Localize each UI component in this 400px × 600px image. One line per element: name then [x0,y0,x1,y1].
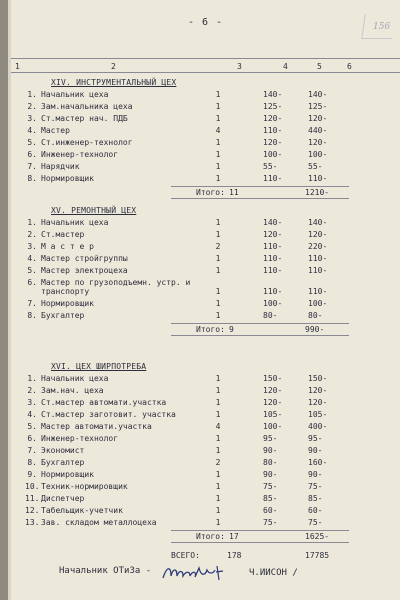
grand-total-sum: 17785 [305,551,330,560]
staff-count: 1 [215,470,221,479]
position-name-continued: транспорту [41,287,90,296]
salary-total: 55- [308,162,323,171]
salary-total: 75- [308,518,323,527]
section-title: XVI. ЦЕХ ШИРПОТРЕБА [51,362,147,371]
staff-count: 1 [215,386,221,395]
position-name: Ст.инженер-технолог [41,138,133,147]
position-name: Мастер автомати.участка [41,422,152,431]
staff-count: 1 [215,518,221,527]
position-name: Начальник цеха [41,218,109,227]
salary-total: 120- [308,230,328,239]
position-name: Бухгалтер [41,458,85,467]
salary-total: 110- [308,174,328,183]
row-number: 4. [27,254,37,263]
staff-count: 1 [215,287,221,296]
table-row [11,386,400,396]
position-name: Инженер-технолог [41,434,119,443]
monthly-salary: 100- [263,150,283,159]
salary-total: 125- [308,102,328,111]
row-number: 8. [27,458,37,467]
salary-total: 100- [308,150,328,159]
monthly-salary: 120- [263,398,283,407]
monthly-salary: 100- [263,422,283,431]
total-count: 17 [229,532,239,541]
row-number: 5. [27,422,37,431]
salary-total: 85- [308,494,323,503]
table-row [11,278,400,296]
table-row [11,126,400,136]
row-number: 6. [27,278,37,287]
staff-count: 1 [215,254,221,263]
salary-total: 90- [308,470,323,479]
position-name: Инженер-технолог [41,150,119,159]
staff-count: 2 [215,242,221,251]
total-rule [171,186,349,187]
row-number: 7. [27,299,37,308]
total-label: Итого: [196,325,225,334]
row-number: 13. [25,518,40,527]
position-name: Начальник цеха [41,90,109,99]
table-row [11,311,400,321]
row-number: 4. [27,410,37,419]
monthly-salary: 150- [263,374,283,383]
staff-count: 1 [215,494,221,503]
handwritten-signature [159,562,229,584]
total-rule-bottom [171,335,349,336]
staff-count: 1 [215,434,221,443]
row-number: 8. [27,311,37,320]
monthly-salary: 110- [263,126,283,135]
monthly-salary: 120- [263,386,283,395]
row-number: 2. [27,386,37,395]
staff-count: 1 [215,311,221,320]
monthly-salary: 100- [263,299,283,308]
table-row [11,482,400,492]
row-number: 12. [25,506,40,515]
monthly-salary: 120- [263,138,283,147]
table-row [11,230,400,240]
total-sum: 990- [305,325,325,334]
staff-count: 1 [215,410,221,419]
column-header-1: 1 [15,62,20,71]
position-name: Зам.начальника цеха [41,102,133,111]
position-name: Ст.мастер заготовит. участка [41,410,176,419]
staff-count: 1 [215,138,221,147]
position-name: Нарядчик [41,162,80,171]
column-header-3: 3 [237,62,242,71]
salary-total: 120- [308,386,328,395]
table-row [11,458,400,468]
monthly-salary: 60- [263,506,278,515]
salary-total: 75- [308,482,323,491]
staff-count: 4 [215,126,221,135]
section-title: XIV. ИНСТРУМЕНТАЛЬНЫЙ ЦЕХ [51,78,177,87]
table-row [11,434,400,444]
position-name: Ст.мастер нач. ПДБ [41,114,128,123]
staff-count: 1 [215,102,221,111]
table-row [11,446,400,456]
total-rule [171,323,349,324]
staff-count: 1 [215,446,221,455]
position-name: Нормировщик [41,174,94,183]
salary-total: 140- [308,218,328,227]
page-number: - 6 - [187,17,224,28]
monthly-salary: 80- [263,311,278,320]
staff-count: 1 [215,482,221,491]
total-label: Итого: [196,532,225,541]
table-row [11,299,400,309]
position-name: Мастер электроцеха [41,266,128,275]
row-number: 3. [27,114,37,123]
signatory-name: Ч.ИИСОН / [249,568,298,578]
archive-stamp: 156 [373,22,391,32]
table-row [11,266,400,276]
total-count: 9 [229,325,234,334]
row-number: 1. [27,218,37,227]
salary-total: 140- [308,90,328,99]
salary-total: 90- [308,446,323,455]
table-row [11,174,400,184]
row-number: 4. [27,126,37,135]
staff-count: 1 [215,506,221,515]
staff-count: 1 [215,299,221,308]
staff-count: 2 [215,458,221,467]
position-name: Табельщик-учетчик [41,506,123,515]
position-name: Экономист [41,446,85,455]
grand-total-count: 178 [227,551,242,560]
table-row [11,218,400,228]
row-number: 2. [27,230,37,239]
table-row [11,494,400,504]
row-number: 7. [27,162,37,171]
salary-total: 120- [308,138,328,147]
table-row [11,518,400,528]
monthly-salary: 140- [263,218,283,227]
table-row [11,114,400,124]
salary-total: 110- [308,254,328,263]
salary-total: 100- [308,299,328,308]
position-name: Диспетчер [41,494,85,503]
salary-total: 95- [308,434,323,443]
monthly-salary: 110- [263,287,283,296]
row-number: 10. [25,482,40,491]
table-row [11,422,400,432]
staff-count: 1 [215,218,221,227]
table-row [11,506,400,516]
salary-total: 80- [308,311,323,320]
monthly-salary: 110- [263,242,283,251]
total-rule-bottom [171,198,349,199]
document-page [11,0,400,600]
position-name: Зав. складом металлоцеха [41,518,157,527]
staff-count: 1 [215,174,221,183]
row-number: 6. [27,150,37,159]
header-rule-bottom [11,72,400,73]
monthly-salary: 55- [263,162,278,171]
position-name: Зам.нач. цеха [41,386,104,395]
total-count: 11 [229,188,239,197]
monthly-salary: 110- [263,174,283,183]
total-sum: 1210- [305,188,330,197]
table-row [11,90,400,100]
staff-count: 1 [215,114,221,123]
salary-total: 220- [308,242,328,251]
monthly-salary: 90- [263,470,278,479]
row-number: 1. [27,90,37,99]
table-row [11,162,400,172]
salary-total: 160- [308,458,328,467]
row-number: 3. [27,242,37,251]
signature-title: Начальник ОТиЗа - [59,566,152,576]
staff-count: 1 [215,90,221,99]
staff-count: 1 [215,162,221,171]
monthly-salary: 80- [263,458,278,467]
section-title: XV. РЕМОНТНЫЙ ЦЕХ [51,206,137,215]
row-number: 7. [27,446,37,455]
table-row [11,254,400,264]
monthly-salary: 105- [263,410,283,419]
row-number: 6. [27,434,37,443]
row-number: 2. [27,102,37,111]
salary-total: 110- [308,287,328,296]
monthly-salary: 75- [263,482,278,491]
column-header-2: 2 [111,62,116,71]
salary-total: 120- [308,114,328,123]
salary-total: 110- [308,266,328,275]
monthly-salary: 85- [263,494,278,503]
position-name: Техник-нормировщик [41,482,128,491]
row-number: 11. [25,494,40,503]
table-row [11,150,400,160]
monthly-salary: 140- [263,90,283,99]
position-name: Ст.мастер автомати.участка [41,398,167,407]
row-number: 5. [27,266,37,275]
salary-total: 440- [308,126,328,135]
salary-total: 120- [308,398,328,407]
table-row [11,410,400,420]
monthly-salary: 110- [263,254,283,263]
column-header-6: 6 [347,62,352,71]
monthly-salary: 95- [263,434,278,443]
monthly-salary: 120- [263,114,283,123]
table-row [11,470,400,480]
row-number: 8. [27,174,37,183]
salary-total: 105- [308,410,328,419]
staff-count: 1 [215,398,221,407]
header-rule-top [11,58,400,59]
position-name: Мастер [41,126,70,135]
monthly-salary: 110- [263,266,283,275]
position-name: Мастер по грузоподъемн. устр. и [41,278,191,287]
salary-total: 400- [308,422,328,431]
total-rule-bottom [171,542,349,543]
salary-total: 150- [308,374,328,383]
staff-count: 1 [215,150,221,159]
staff-count: 4 [215,422,221,431]
column-header-5: 5 [317,62,322,71]
total-sum: 1625- [305,532,330,541]
table-row [11,138,400,148]
monthly-salary: 75- [263,518,278,527]
total-label: Итого: [196,188,225,197]
position-name: Ст.мастер [41,230,85,239]
row-number: 3. [27,398,37,407]
monthly-salary: 90- [263,446,278,455]
position-name: Бухгалтер [41,311,85,320]
position-name: Нормировщик [41,470,94,479]
position-name: М а с т е р [41,242,94,251]
position-name: Начальник цеха [41,374,109,383]
row-number: 5. [27,138,37,147]
row-number: 9. [27,470,37,479]
binding-edge [0,0,8,600]
monthly-salary: 120- [263,230,283,239]
position-name: Нормировщик [41,299,94,308]
table-row [11,398,400,408]
column-header-4: 4 [283,62,288,71]
total-rule [171,530,349,531]
staff-count: 1 [215,374,221,383]
staff-count: 1 [215,230,221,239]
row-number: 1. [27,374,37,383]
grand-total-label: ВСЕГО: [171,551,200,560]
staff-count: 1 [215,266,221,275]
position-name: Мастер стройгруппы [41,254,128,263]
table-row [11,242,400,252]
table-row [11,374,400,384]
salary-total: 60- [308,506,323,515]
table-row [11,102,400,112]
monthly-salary: 125- [263,102,283,111]
